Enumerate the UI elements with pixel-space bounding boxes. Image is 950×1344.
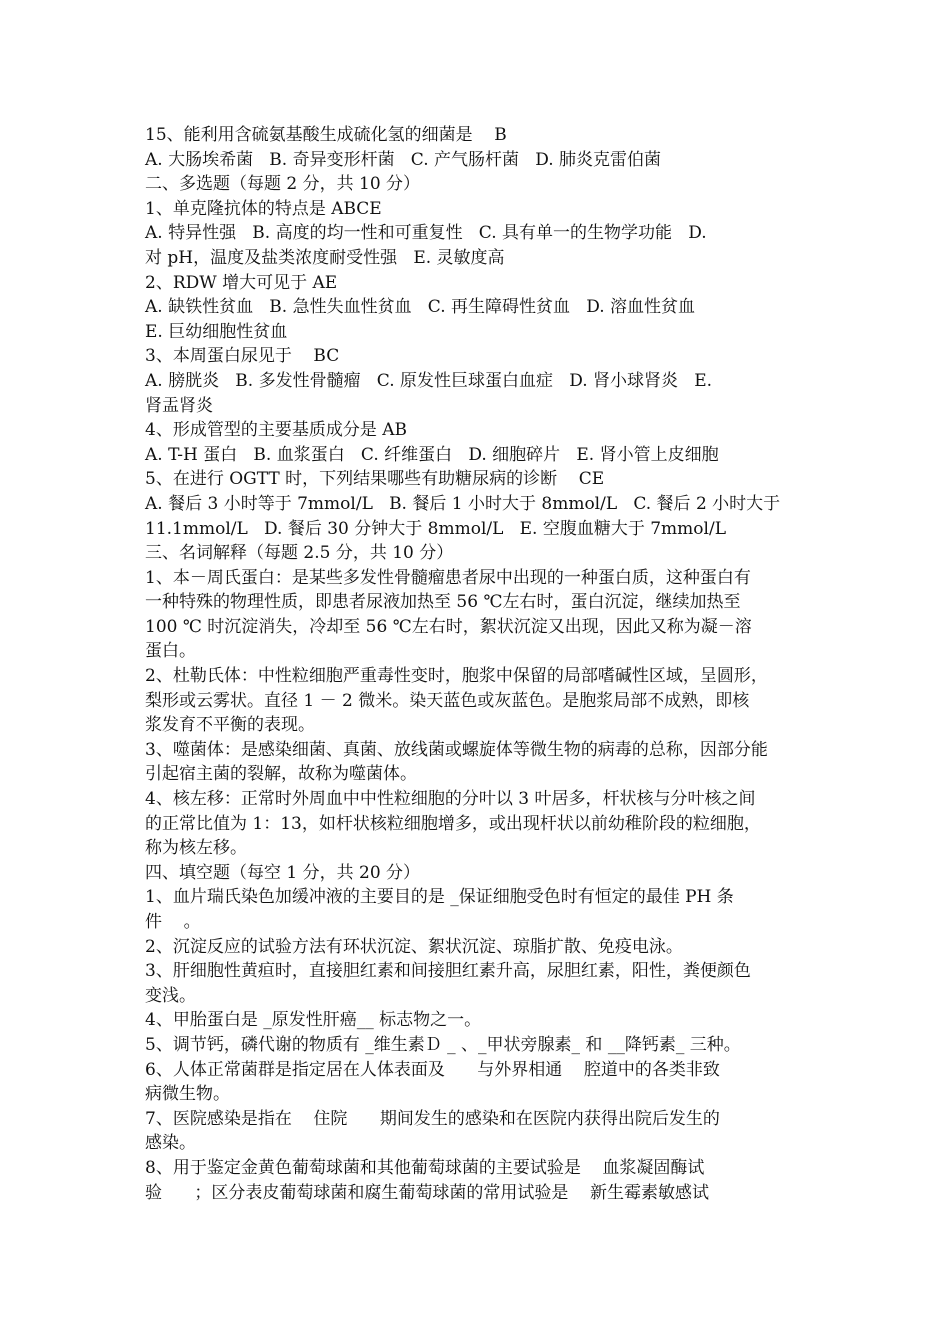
text-line: 引起宿主菌的裂解，故称为噬菌体。 [145,764,417,785]
text-line: 4、形成管型的主要基质成分是 AB [145,420,407,441]
text-line: 4、核左移：正常时外周血中中性粒细胞的分叶以 3 叶居多，杆状核与分叶核之间 [145,789,756,810]
text-line: 件 。 [145,912,201,932]
text-line: A. 餐后 3 小时等于 7mmol/L B. 餐后 1 小时大于 8mmol/L C. 餐后 2 小时大于 [145,493,781,514]
text-line: 3、噬菌体：是感染细菌、真菌、放线菌或螺旋体等微生物的病毒的总称，因部分能 [145,739,768,760]
text-line: 感染。 [145,1133,196,1154]
text-line: 二、多选题（每题 2 分，共 10 分） [145,174,421,195]
text-line: 15、能利用含硫氨基酸生成硫化氢的细菌是 B [145,125,507,145]
text-line: A. 缺铁性贫血 B. 急性失血性贫血 C. 再生障碍性贫血 D. 溶血性贫血 [145,297,696,318]
text-line: 病微生物。 [145,1084,230,1105]
text-line: 对 pH，温度及盐类浓度耐受性强 E. 灵敏度高 [145,247,505,268]
text-line: 变浅。 [145,985,196,1006]
text-line: 肾盂肾炎 [145,395,213,416]
text-line: 2、杜勒氏体：中性粒细胞严重毒性变时，胞浆中保留的局部嗜碱性区域，呈圆形， [145,666,768,687]
text-line: 11.1mmol/L D. 餐后 30 分钟大于 8mmol/L E. 空腹血糖大于 7mmol/L [145,518,726,539]
document-body [145,123,815,1205]
text-line: 8、用于鉴定金黄色葡萄球菌和其他葡萄球菌的主要试验是 血浆凝固酶试 [145,1157,705,1178]
text-line: 2、RDW 增大可见于 AE [145,272,338,293]
text-line: 1、单克隆抗体的特点是 ABCE [145,198,382,219]
text-line: 7、医院感染是指在 住院 期间发生的感染和在医院内获得出院后发生的 [145,1108,720,1129]
text-line: 一种特殊的物理性质，即患者尿液加热至 56 ℃左右时，蛋白沉淀，继续加热至 [145,592,741,613]
text-line: 1、血片瑞氏染色加缓冲液的主要目的是 _保证细胞受色时有恒定的最佳 PH 条 [145,887,734,908]
text-line: 6、人体正常菌群是指定居在人体表面及 与外界相通 腔道中的各类非致 [145,1059,720,1080]
text-line: A. 膀胱炎 B. 多发性骨髓瘤 C. 原发性巨球蛋白血症 D. 肾小球肾炎 E. [145,370,713,391]
text-line: 三、名词解释（每题 2.5 分，共 10 分） [145,543,454,564]
text-line: 5、调节钙，磷代谢的物质有 _维生素Ｄ _ 、_甲状旁腺素_ 和 __降钙素_ 三种。 [145,1034,741,1055]
text-line: 浆发育不平衡的表现。 [145,715,315,736]
text-line: 验 ；区分表皮葡萄球菌和腐生葡萄球菌的常用试验是 新生霉素敏感试 [145,1182,710,1203]
text-line: 的正常比值为 1：13，如杆状核粒细胞增多，或出现杆状以前幼稚阶段的粒细胞， [145,813,761,834]
text-line: A. 特异性强 B. 高度的均一性和可重复性 C. 具有单一的生物学功能 D. [145,223,707,244]
text-line: 蛋白。 [145,641,196,662]
text-line: 四、填空题（每空 1 分，共 20 分） [145,862,421,883]
text-line: 1、本－周氏蛋白：是某些多发性骨髓瘤患者尿中出现的一种蛋白质，这种蛋白有 [145,567,751,588]
text-line: A. 大肠埃希菌 B. 奇异变形杆菌 C. 产气肠杆菌 D. 肺炎克雷伯菌 [145,149,662,170]
text-line: 3、本周蛋白尿见于 BC [145,346,340,367]
text-line: 梨形或云雾状。直径 1 － 2 微米。染天蓝色或灰蓝色。是胞浆局部不成熟，即核 [145,690,750,711]
text-line: 称为核左移。 [145,838,247,859]
text-line: A. T-H 蛋白 B. 血浆蛋白 C. 纤维蛋白 D. 细胞碎片 E. 肾小管上皮细胞 [145,444,719,465]
text-line: 100 ℃ 时沉淀消失，冷却至 56 ℃左右时，絮状沉淀又出现，因此又称为凝－溶 [145,616,752,637]
text-line: 4、甲胎蛋白是 _原发性肝癌__ 标志物之一。 [145,1010,482,1031]
text-line: 5、在进行 OGTT 时，下列结果哪些有助糖尿病的诊断 CE [145,469,605,490]
text-line: 2、沉淀反应的试验方法有环状沉淀、絮状沉淀、琼脂扩散、免疫电泳。 [145,936,683,957]
text-line: 3、肝细胞性黄疸时，直接胆红素和间接胆红素升高，尿胆红素，阳性，粪便颜色 [145,961,751,982]
text-line: E. 巨幼细胞性贫血 [145,321,288,342]
